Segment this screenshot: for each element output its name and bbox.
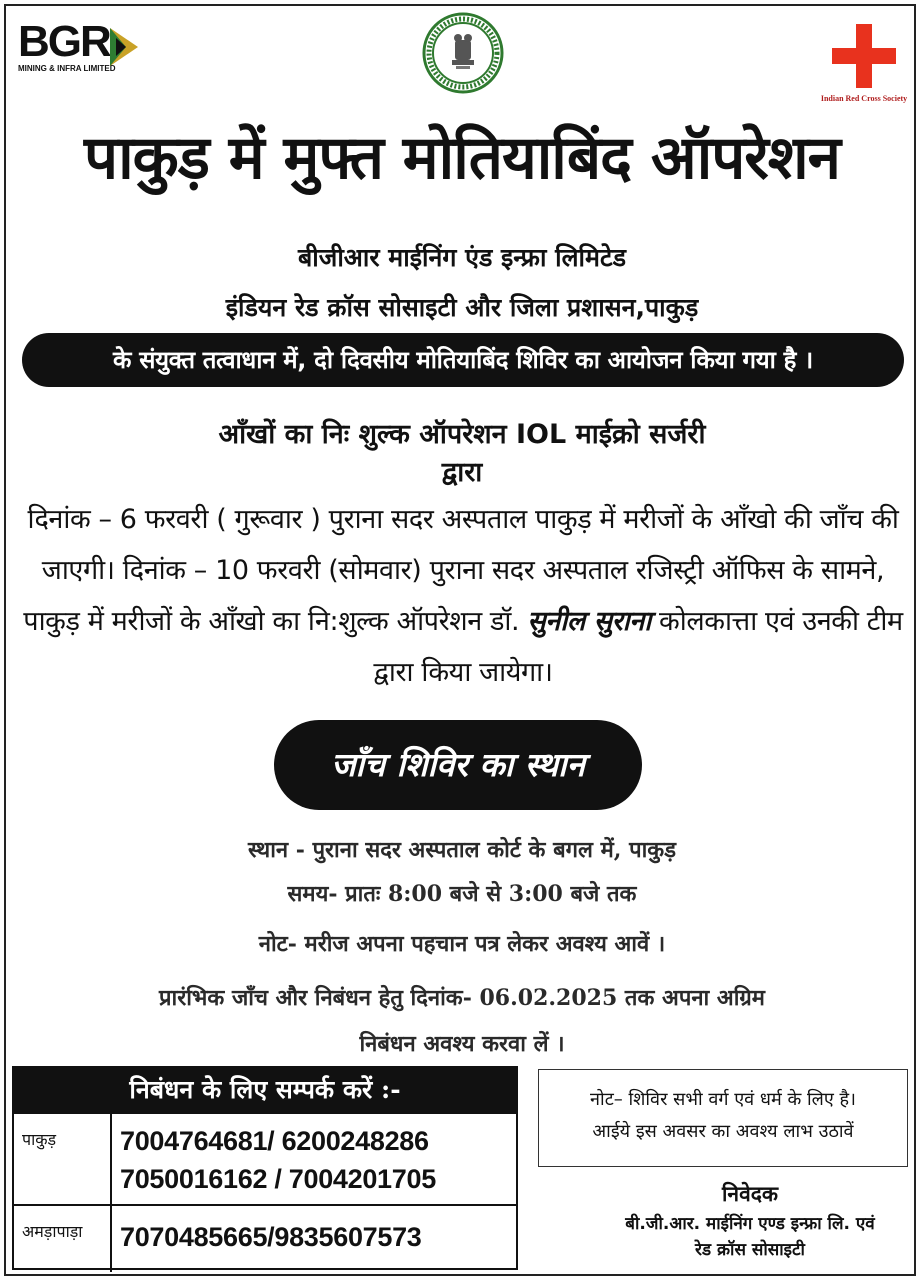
phone-number: 7004764681/ 6200248286 <box>120 1126 429 1156</box>
organizer-line-1: बीजीआर माईनिंग एंड इन्फ्रा लिमिटेड <box>298 243 626 272</box>
red-cross-icon <box>832 24 896 88</box>
contact-location: अमड़ापाड़ा <box>14 1206 112 1272</box>
side-note-line-1: नोट– शिविर सभी वर्ग एवं धर्म के लिए है। <box>590 1089 856 1110</box>
contact-numbers <box>120 1218 516 1256</box>
bgr-logo-text: BGR <box>18 17 110 66</box>
camp-details-part-2: कोलकात्ता एवं उनकी टीम द्वारा किया जायेगा। <box>373 606 903 688</box>
government-seal-icon <box>422 12 504 94</box>
bgr-logo <box>18 17 138 82</box>
phone-number: 7070485665/9835607573 <box>120 1222 422 1252</box>
table-row <box>14 1112 516 1206</box>
doctor-name: सुनील सुराना <box>527 606 651 637</box>
red-cross-logo <box>816 24 912 108</box>
contact-numbers <box>120 1122 516 1198</box>
red-cross-caption: Indian Red Cross Society <box>820 94 908 103</box>
petitioner-line-2: रेड क्रॉस सोसाइटी <box>695 1240 805 1260</box>
contact-location: पाकुड़ <box>14 1114 112 1206</box>
side-note-box <box>538 1069 908 1167</box>
contact-table <box>12 1066 518 1270</box>
venue-time: समय- प्रातः 8:00 बजे से 3:00 बजे तक <box>287 881 637 907</box>
contact-heading: निबंधन के लिए सम्पर्क करें :- <box>14 1068 516 1112</box>
side-note-line-2: आईये इस अवसर का अवश्य लाभ उठावें <box>592 1121 854 1142</box>
surgery-heading-by: द्वारा <box>441 457 483 488</box>
venue-heading: जाँच शिविर का स्थान <box>274 720 642 810</box>
page-title: पाकुड़ में मुफ्त मोतियाबिंद ऑपरेशन <box>84 123 840 193</box>
joint-organization-banner: के संयुक्त तत्वाधान में, दो दिवसीय मोतियाबिंद शिविर का आयोजन किया गया है । <box>22 333 904 387</box>
bgr-mark-icon <box>108 26 142 68</box>
camp-details <box>22 494 904 698</box>
registration-note-2: निबंधन अवश्य करवा लें । <box>359 1031 565 1057</box>
petitioner-label: निवेदक <box>721 1182 779 1206</box>
registration-note-1: प्रारंभिक जाँच और निबंधन हेतु दिनांक- 06.02.2025 तक अपना अग्रिम <box>159 985 765 1011</box>
organizer-line-2: इंडियन रेड क्रॉस सोसाइटी और जिला प्रशासन,पाकुड़ <box>225 293 699 322</box>
phone-number: 7050016162 / 7004201705 <box>120 1164 436 1194</box>
venue-place: स्थान - पुराना सदर अस्पताल कोर्ट के बगल में, पाकुड़ <box>248 837 676 863</box>
camp-details-part-1: दिनांक – 6 फरवरी ( गुरूवार ) पुराना सदर अस्पताल पाकुड़ में मरीजों के आँखो की जाँच की जाएगी। दिनांक – 10 फरवरी (सोमवार) पुराना सदर अस्पताल रजिस्ट्री ऑफिस के सामने, पाकुड़ में मरीजों के आँखो का नि:शुल्क ऑपरेशन डॉ. <box>23 504 899 637</box>
bgr-logo-sub: MINING & INFRA LIMITED <box>18 64 116 73</box>
table-row <box>14 1204 516 1272</box>
petitioner-line-1: बी.जी.आर. माईनिंग एण्ड इन्फ्रा लि. एवं <box>625 1214 875 1234</box>
venue-id-note: नोट- मरीज अपना पहचान पत्र लेकर अवश्य आवें । <box>258 931 666 957</box>
surgery-heading: आँखों का निः शुल्क ऑपरेशन IOL माईक्रो सर्जरी <box>218 419 706 450</box>
